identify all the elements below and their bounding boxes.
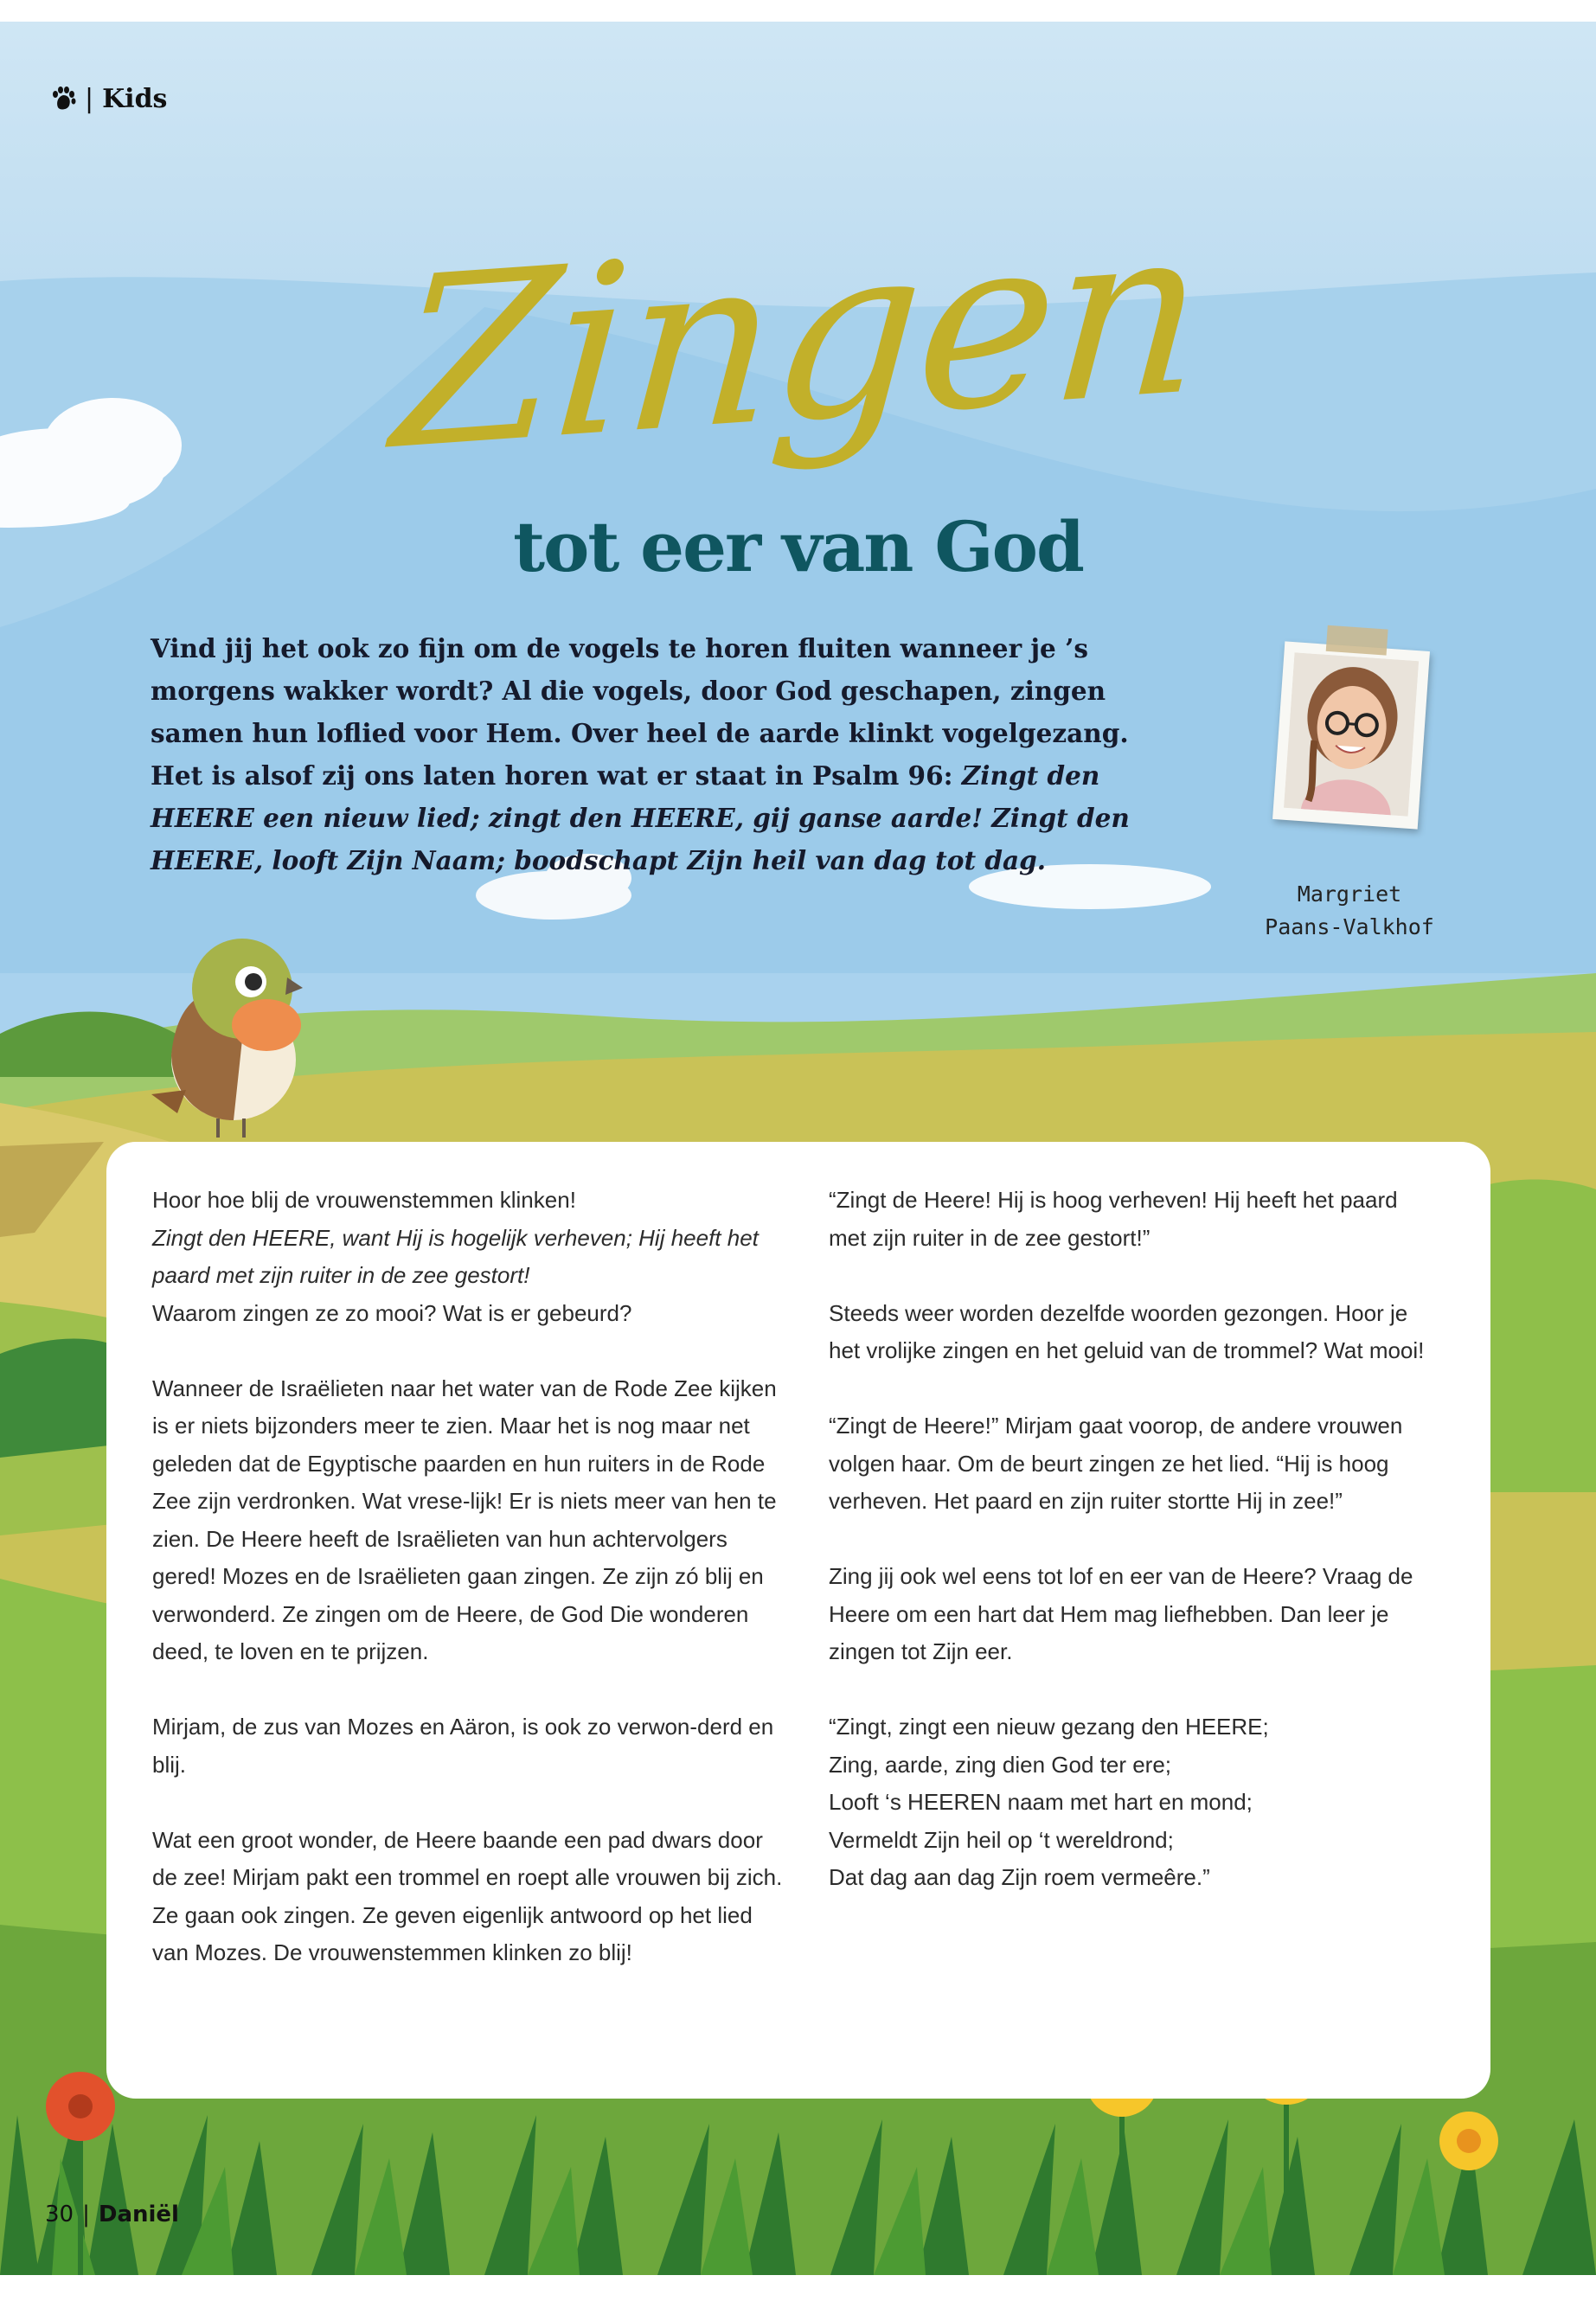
page-footer (45, 2202, 179, 2227)
line: Waarom zingen ze zo mooi? Wat is er gebeurd? (152, 1299, 632, 1326)
article-column-left (152, 1182, 784, 2009)
poem-line: Vermeldt Zijn heil op ‘t wereldrond; (829, 1826, 1174, 1853)
header-separator: | (85, 84, 94, 114)
poem-line: Zing, aarde, zing dien God ter ere; (829, 1751, 1172, 1778)
paragraph: Zing jij ook wel eens tot lof en eer van de Heere? Vraag de Heere om een hart dat Hem mag liefhebben. Dan leer je zingen tot Zijn eer. (829, 1563, 1413, 1664)
intro-quote: Zingt den HEERE een nieuw lied; zingt den HEERE, gij ganse aarde! Zingt den HEERE, looft Zijn Naam; boodschapt Zijn heil van dag tot dag. (151, 760, 1130, 875)
article-column-right (829, 1182, 1426, 1934)
poem-line: Dat dag aan dag Zijn roem vermeêre.” (829, 1864, 1210, 1890)
poem-line: Looft ‘s HEEREN naam met hart en mond; (829, 1789, 1253, 1815)
title-script: Zingen (387, 171, 1209, 503)
article-card (106, 1142, 1490, 2099)
paragraph: Mirjam, de zus van Mozes en Aäron, is ook zo verwon-derd en blij. (152, 1714, 774, 1778)
scripture-quote: Zingt den HEERE, want Hij is hogelijk verheven; Hij heeft het paard met zijn ruiter in de zee gestort! (152, 1224, 759, 1288)
paragraph: Steeds weer worden dezelfde woorden gezongen. Hoor je het vrolijke zingen en het geluid van de trommel? Wat mooi! (829, 1299, 1425, 1363)
intro-lead: Vind jij het ook zo fijn om de vogels te horen fluiten wanneer je ’s morgens wakker wordt? Al die vogels, door God geschapen, zingen samen hun loflied voor Hem. Over heel de aarde klinkt vogelgezang. Het is alsof zij ons laten horen wat er staat in Psalm 96: (151, 633, 1129, 791)
page (0, 22, 1596, 2275)
paragraph: “Zingt de Heere! Hij is hoog verheven! Hij heeft het paard met zijn ruiter in de zee gestort!” (829, 1187, 1398, 1251)
section-label: Kids (102, 84, 168, 114)
line: Hoor hoe blij de vrouwenstemmen klinken! (152, 1187, 576, 1213)
section-header (50, 84, 167, 114)
paragraph: Wanneer de Israëlieten naar het water van de Rode Zee kijken is er niets bijzonders meer te zien. Maar het is nog maar net geleden dat de Egyptische paarden en hun ruiters in de Rode Zee zijn verdronken. Wat vrese-lijk! Er is niets meer van hen te zien. De Heere heeft de Israëlieten van hun achtervolgers gered! Mozes en de Israëlieten gaan zingen. Ze zijn zó blij en verwonderd. Ze zingen om de Heere, de God Die wonderen deed, te loven en te prijzen. (152, 1375, 777, 1664)
author-last-name: Paans-Valkhof (1265, 914, 1434, 939)
footer-separator: | (82, 2202, 90, 2227)
hand-print-icon (50, 87, 76, 112)
page-number: 30 (45, 2202, 74, 2227)
paragraph: “Zingt de Heere!” Mirjam gaat voorop, de andere vrouwen volgen haar. Om de beurt zingen ze het lied. “Hij is hoog verheven. Het paard en zijn ruiter stortte Hij in zee!” (829, 1413, 1403, 1514)
author-portrait (1284, 652, 1419, 817)
title-subtitle: tot eer van God (513, 506, 1083, 587)
intro-paragraph (151, 627, 1137, 881)
paragraph: Wat een groot wonder, de Heere baande een pad dwars door de zee! Mirjam pakt een trommel en roept alle vrouwen bij zich. Ze gaan ook zingen. Ze geven eigenlijk antwoord op het lied van Mozes. De vrouwenstemmen klinken zo blij! (152, 1826, 783, 1965)
author-photo (1272, 641, 1430, 829)
tape (1326, 625, 1388, 656)
author-name (1237, 878, 1462, 944)
poem-line: “Zingt, zingt een nieuw gezang den HEERE; (829, 1714, 1269, 1740)
poem (829, 1708, 1426, 1897)
paragraph (152, 1182, 784, 1332)
author-first-name: Margriet (1297, 881, 1402, 907)
publication-name: Daniël (98, 2202, 179, 2227)
